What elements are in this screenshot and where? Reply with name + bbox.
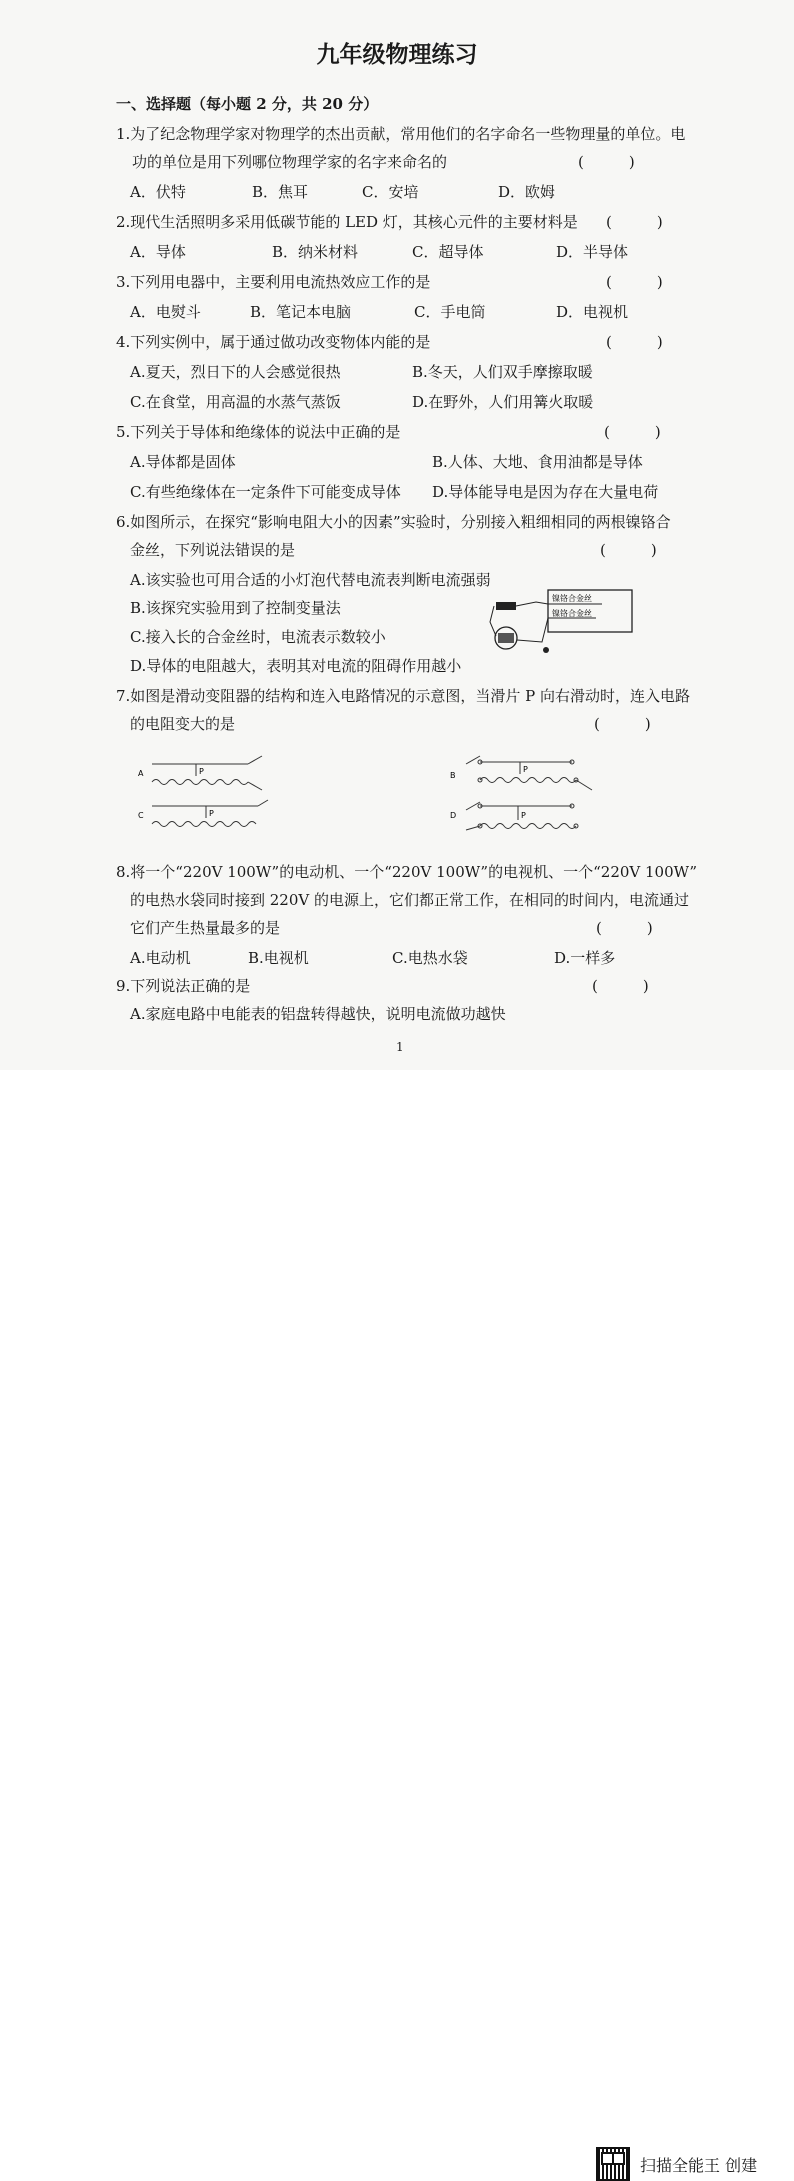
q1-option-c: C．安培: [362, 183, 419, 201]
q2-option-d: D．半导体: [556, 243, 629, 261]
q5-option-d: D.导体能导电是因为存在大量电荷: [432, 483, 659, 501]
q4-option-b: B.冬天，人们双手摩擦取暖: [412, 363, 593, 381]
q7-stem-line1: 7.如图是滑动变阻器的结构和连入电路情况的示意图，当滑片 P 向右滑动时，连入电路: [116, 687, 690, 705]
rheostat-b: [450, 756, 592, 790]
wire-label-2: 镍铬合金丝: [552, 609, 592, 618]
q4-option-d: D.在野外，人们用篝火取暖: [412, 393, 594, 411]
q6-option-d: D.导体的电阻越大，表明其对电流的阻碍作用越小: [130, 657, 462, 675]
q5-option-a: A.导体都是固体: [130, 453, 236, 471]
rheostat-a: [138, 756, 262, 790]
q6-option-a: A.该实验也可用合适的小灯泡代替电流表判断电流强弱: [130, 571, 491, 589]
q8-option-b: B.电视机: [248, 949, 309, 967]
rheostat-c: [138, 800, 268, 827]
svg-text:P: P: [521, 811, 526, 820]
battery-box: [496, 602, 516, 610]
q3-option-b: B．笔记本电脑: [250, 303, 352, 321]
q4-option-c: C.在食堂，用高温的水蒸气蒸饭: [130, 393, 341, 411]
q2-option-b: B．纳米材料: [272, 243, 359, 261]
q5-option-c: C.有些绝缘体在一定条件下可能变成导体: [130, 483, 401, 501]
svg-text:P: P: [199, 767, 204, 776]
q2-answer-paren: ( ): [606, 213, 663, 231]
q6-stem-line2: 金丝，下列说法错误的是: [130, 541, 296, 559]
q8-option-d: D.一样多: [554, 949, 616, 967]
q8-stem-line2: 的电热水袋同时接到 220V 的电源上，它们都正常工作，在相同的时间内，电流通过: [130, 891, 690, 909]
q3-option-d: D．电视机: [556, 303, 629, 321]
q4-stem: 4.下列实例中，属于通过做功改变物体内能的是: [116, 333, 431, 351]
q6-option-c: C.接入长的合金丝时，电流表示数较小: [130, 628, 386, 646]
q1-option-b: B．焦耳: [252, 183, 309, 201]
q6-stem-line1: 6.如图所示，在探究“影响电阻大小的因素”实验时，分别接入粗细相同的两根镍铬合: [116, 513, 671, 531]
page-title: 九年级物理练习: [316, 41, 478, 68]
q5-stem: 5.下列关于导体和绝缘体的说法中正确的是: [116, 423, 401, 441]
q5-answer-paren: ( ): [604, 423, 661, 441]
q3-option-c: C．手电筒: [414, 303, 486, 321]
rheostat-d: [450, 802, 578, 830]
q2-stem: 2.现代生活照明多采用低碳节能的 LED 灯，其核心元件的主要材料是: [116, 213, 578, 231]
svg-text:D: D: [450, 811, 457, 820]
q8-stem-line1: 8.将一个“220V 100W”的电动机、一个“220V 100W”的电视机、一个“220V 100W”: [116, 863, 697, 881]
q6-answer-paren: ( ): [600, 541, 657, 559]
scanner-footer: [0, 1070, 794, 2175]
q3-option-a: A．电熨斗: [130, 303, 201, 321]
q3-stem: 3.下列用电器中，主要利用电流热效应工作的是: [116, 273, 431, 291]
q2-option-a: A．导体: [130, 243, 186, 261]
ammeter-face: [498, 633, 514, 643]
q3-answer-paren: ( ): [606, 273, 663, 291]
q6-option-b: B.该探究实验用到了控制变量法: [130, 599, 341, 617]
q1-stem-line1: 1.为了纪念物理学家对物理学的杰出贡献，常用他们的名字命名一些物理量的单位。电: [116, 125, 686, 143]
q6-circuit-figure: [484, 588, 634, 660]
scanner-watermark-text: 扫描全能王 创建: [640, 2156, 758, 2175]
svg-text:B: B: [450, 771, 456, 780]
q4-option-a: A.夏天，烈日下的人会感觉很热: [130, 363, 341, 381]
qr-code-icon: [596, 2147, 630, 2181]
q7-answer-paren: ( ): [594, 715, 651, 733]
q1-answer-paren: ( ): [578, 153, 635, 171]
q9-stem: 9.下列说法正确的是: [116, 977, 251, 995]
q4-answer-paren: ( ): [606, 333, 663, 351]
q9-option-a: A.家庭电路中电能表的铝盘转得越快，说明电流做功越快: [130, 1005, 506, 1023]
svg-text:P: P: [209, 809, 214, 818]
section-heading: 一、选择题（每小题 2 分，共 20 分）: [116, 95, 379, 113]
page-number: 1: [396, 1040, 404, 1054]
q2-option-c: C．超导体: [412, 243, 484, 261]
q1-option-a: A．伏特: [130, 183, 186, 201]
q9-answer-paren: ( ): [592, 977, 649, 995]
q8-stem-line3: 它们产生热量最多的是: [130, 919, 281, 937]
q8-answer-paren: ( ): [596, 919, 653, 937]
q7-rheostat-figure: [0, 750, 794, 840]
q7-stem-line2: 的电阻变大的是: [130, 715, 236, 733]
q1-option-d: D．欧姆: [498, 183, 556, 201]
svg-text:A: A: [138, 769, 144, 778]
exam-paper: [0, 0, 794, 1070]
svg-text:C: C: [138, 811, 144, 820]
q5-option-b: B.人体、大地、食用油都是导体: [432, 453, 643, 471]
wire-label-1: 镍铬合金丝: [552, 594, 592, 603]
q8-option-a: A.电动机: [130, 949, 191, 967]
svg-text:P: P: [523, 765, 528, 774]
q1-stem-line2: 功的单位是用下列哪位物理学家的名字来命名的: [132, 153, 448, 171]
q8-option-c: C.电热水袋: [392, 949, 468, 967]
